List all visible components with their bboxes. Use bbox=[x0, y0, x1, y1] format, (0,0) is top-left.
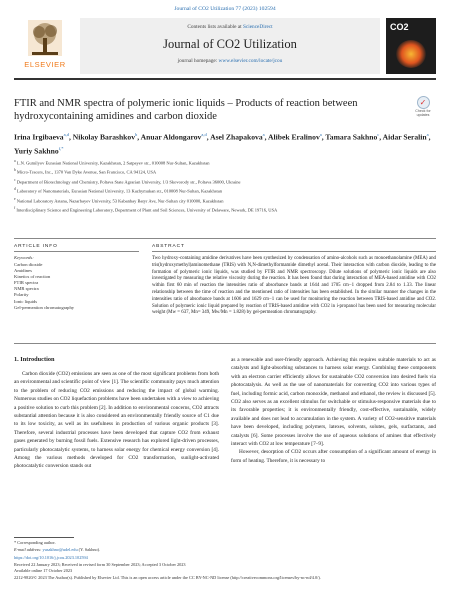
journal-title: Journal of CO2 Utilization bbox=[163, 37, 297, 51]
affiliation-item bbox=[14, 205, 436, 214]
contents-prefix: Contents lists available at bbox=[187, 24, 243, 30]
doi-link[interactable]: https://doi.org/10.1016/j.jcou.2023.102594 bbox=[14, 555, 88, 561]
author-name[interactable]: Anuar Aldongarov bbox=[140, 132, 202, 142]
email-suffix: (Y. Sakhno). bbox=[77, 546, 101, 552]
footnote-divider bbox=[14, 537, 74, 538]
publisher-name: ELSEVIER bbox=[24, 60, 66, 69]
cover-image bbox=[396, 40, 426, 68]
intro-paragraph-1: Carbon dioxide (CO2) emissions are seen as one of the most significant problems from both an environmental and scientific point of view [1]. The scientific community pays much attention to the problem of reducing CO2 emissions and reducing the impact of global warming. Numerous studies on CO2 liquefaction problems have been undertaken with a view to achieving a positive solution to curb this problem [2]. In addition to environmental concerns, CO2 attracts substantial attention because it is also considered an environmentally friendly source of C1 due to its low toxicity, as well as its usefulness in production of various organic products [3]. Therefore, several industrial processes have been developed that capture CO2 from exhaust gases generated by burning fossil fuels. Extensive research has explored light-driven processes, particularly photocatalytic systems, to harness solar energy for chemical energy conversion [4]. Among the various methods developed for CO2 transformation, sunlight-activated photocatalytic conversion stands out bbox=[14, 371, 219, 470]
keywords-label: Keywords: bbox=[14, 255, 34, 260]
author-affiliation-mark: a bbox=[262, 132, 265, 137]
affiliation-mark: c bbox=[14, 177, 16, 182]
sciencedirect-link[interactable]: ScienceDirect bbox=[242, 24, 273, 30]
article-info-heading: ARTICLE INFO bbox=[14, 244, 58, 249]
affiliation-mark: a bbox=[14, 159, 16, 163]
author-name[interactable]: Nikolay Barashkov bbox=[72, 132, 135, 142]
author-affiliation-mark: c bbox=[377, 132, 380, 137]
affiliation-text: Department of Biotechnology and Chemistry, Poltava State Agrarian University, 1/3 Skovorody str., Poltava 36000, Ukraine bbox=[15, 179, 241, 185]
introduction-heading: 1. Introduction bbox=[14, 356, 55, 363]
journal-reference: Journal of CO2 Utilization 77 (2023) 102594 bbox=[174, 6, 276, 12]
affiliation-text: National Laboratory Astana, Nazarbayev University, 53 Kabanbay Batyr Ave, Nur-Sultan city 010000, Kazakhstan bbox=[15, 198, 224, 204]
check-for-updates-button[interactable] bbox=[410, 96, 436, 118]
available-online: Available online 17 October 2023 bbox=[14, 568, 73, 574]
affiliation-item bbox=[14, 158, 436, 167]
intro-paragraph-2: However, desorption of CO2 occurs after consumption of a significant amount of energy in form of heating. Therefore, it is necessary to bbox=[231, 449, 436, 464]
email-label: E-mail address: bbox=[14, 546, 43, 552]
footnotes bbox=[14, 540, 436, 582]
author-affiliation-mark: b bbox=[135, 132, 138, 137]
email-line bbox=[14, 547, 436, 554]
author-affiliation-mark: f,* bbox=[58, 145, 64, 151]
journal-info-box bbox=[80, 18, 380, 74]
author-affiliation-mark: a,d bbox=[201, 132, 207, 137]
corresponding-author-note: * Corresponding author. bbox=[14, 540, 56, 545]
affiliation-divider bbox=[14, 238, 436, 239]
affiliation-text: Micro-Tracers, Inc., 1370 Van Dyke Avenue, San Francisco, CA 94124, USA bbox=[15, 169, 157, 175]
keyword-item: Carbon dioxide bbox=[14, 262, 43, 267]
received-dates: Received 22 January 2023; Received in revised form 30 September 2023; Accepted 3 October 2023 bbox=[14, 561, 186, 567]
affiliation-item bbox=[14, 167, 436, 176]
affiliation-item bbox=[14, 177, 436, 186]
contents-line bbox=[80, 24, 380, 30]
keyword-item: Gel-permeation chromatography bbox=[14, 304, 75, 310]
abstract-heading: ABSTRACT bbox=[152, 244, 185, 249]
author-name[interactable]: Aidar Seralin bbox=[382, 132, 427, 142]
affiliation-text: Laboratory of Nanomaterials, Eurasian National University, 13 Kazhymukan str., 010008 Nur-Sultan, Kazakhstan bbox=[15, 188, 222, 194]
keyword-item: Amidines bbox=[14, 268, 32, 274]
author-affiliation-mark: a bbox=[426, 132, 429, 137]
keyword-item: NMR spectra bbox=[14, 286, 39, 292]
author-name[interactable]: Asel Zhapakova bbox=[210, 132, 263, 142]
check-updates-label: Check for updates bbox=[415, 109, 431, 117]
header-divider bbox=[14, 78, 436, 80]
homepage-line bbox=[80, 58, 380, 64]
email-link[interactable]: yusakhno@udel.edu bbox=[42, 546, 78, 552]
author-name[interactable]: Alibek Eralinov bbox=[268, 132, 320, 142]
homepage-link[interactable]: www.elsevier.com/locate/jcou bbox=[218, 58, 283, 64]
affiliation-item bbox=[14, 196, 436, 205]
body-column-right bbox=[231, 356, 436, 465]
author-list: Irina Irgibaeva$^{a,d}$, Nikolay Barashkov$^b$, Anuar Aldongarov$^{a,d}$, Asel Zhapakova$^a$, Alibek Eralinov$^a$, Tamara Sakhno$^c$, Aidar Seralin$^a$, Yuriy Sakhno$^{f,*}$ bbox=[14, 132, 431, 156]
abstract-divider bbox=[14, 343, 436, 344]
keyword-item: FTIR spectra bbox=[14, 280, 39, 286]
keyword-item: Ionic liquids bbox=[14, 298, 38, 304]
affiliation-mark: b bbox=[14, 168, 16, 173]
cover-label: CO2 bbox=[390, 22, 409, 32]
abstract-text: Two hydroxy-containing amidine derivatives have been synthesized by condensation of amino-alcohols such as monoethanolamine (MEA) and tris(hydroxymethyl)aminomethane (TRIS) with N,N-dimethylformamide dimethyl acetal. Their interaction with carbon dioxide, leading to the formation of polymeric ionic liquids, was studied by FTIR and NMR spectroscopy. Dilute solutions of polymeric ionic liquids are also investigated by measuring the relative viscosity during the reaction. It has been found that during interaction of MEA-based amidine with CO2 within first 60 min of reaction the intensities ratio of absorbance bands at 1644 and 1705 cm−1 dropped from 2.84 to 1.33. The linear relationship between the time of reaction and the mentioned ratio of intensities has been established. In the similar manner the changes in the intensities ratio of absorbance bands at 1606 and 1629 cm−1 can be used for monitoring the reaction between TRIS-based amidine and CO2. Solution of polymeric ionic liquid prepared by reaction of TRIS-based amidine with CO2 in i-propanol has been used for measuring molecular weight (Mw = 637, Mn= 349, Mw/Mn = 1.828) by gel-permeation chromatography. bbox=[152, 256, 436, 316]
affiliation-text: L.N. Gumilyov Eurasian National University, Kazakhstan, 2 Satpayev str., 010008 Nur-Sultan, Kazakhstan bbox=[15, 160, 210, 166]
check-updates-icon: ✓ bbox=[417, 96, 430, 109]
publisher-logo bbox=[14, 18, 76, 74]
author-name[interactable]: Irina Irgibaeva bbox=[14, 132, 64, 142]
author-name[interactable]: Yuriy Sakhno bbox=[14, 146, 59, 156]
elsevier-tree-icon bbox=[28, 20, 62, 56]
affiliation-list bbox=[14, 158, 436, 214]
author-affiliation-mark: a,d bbox=[63, 132, 69, 137]
journal-banner bbox=[14, 18, 436, 74]
keywords-list bbox=[14, 262, 134, 311]
affiliation-mark: e bbox=[14, 196, 16, 201]
article-info-rule bbox=[14, 251, 139, 252]
homepage-prefix: journal homepage: bbox=[177, 58, 219, 64]
keyword-item: Kinetics of reaction bbox=[14, 274, 51, 280]
affiliation-item bbox=[14, 186, 436, 195]
affiliation-mark: d bbox=[14, 187, 16, 192]
journal-cover-thumbnail[interactable] bbox=[386, 18, 436, 74]
license-note: 2212-9820/© 2023 The Author(s). Published by Elsevier Ltd. This is an open access article under the CC BY-NC-ND license (http://creativecommons.org/licenses/by-nc-nd/4.0/). bbox=[14, 574, 321, 580]
affiliation-mark: f bbox=[14, 206, 16, 211]
keyword-item: Polarity bbox=[14, 292, 29, 298]
intro-paragraph-1-continued: as a renewable and user-friendly approach. Achieving this requires suitable materials to act as catalysts and light-absorbing substances to harness solar energy. Combining these components with an electron carrier efficiently allows for sustainable CO2 conversion into desired fuels via photocatalysis. As well as the use of nanomaterials for converting CO2 into various types of fuel, including formic acid, carbon monoxide, methanol and ethanol, the review is discussed [5]. CO2 also serves as an excellent stimulus for switchable or stimulus-responsive materials due to its favorable properties; it is environmentally friendly, cost-effective, sustainable, widely available and does not lead to accumulation in the system. A variety of CO2-sensitive materials have been developed, including polymers, latexes, solvents, solutes, gels, surfactants, and catalysts [6]. Some processes involve the use of aqueous solutions of amines that effectively interact with CO2 at low temperature [7–9]. bbox=[231, 357, 436, 448]
article-title: FTIR and NMR spectra of polymeric ionic liquids – Products of reaction between hydroxycontaining amidines and carbon dioxide bbox=[14, 98, 358, 122]
affiliation-text: Interdisciplinary Science and Engineering Laboratory, Department of Plant and Soil Sciences, University of Delaware, Newark, DE 19716, USA bbox=[15, 207, 278, 213]
abstract-rule bbox=[152, 251, 436, 252]
body-column-left bbox=[14, 370, 219, 471]
author-name[interactable]: Tamara Sakhno bbox=[325, 132, 378, 142]
author-affiliation-mark: a bbox=[319, 132, 322, 137]
